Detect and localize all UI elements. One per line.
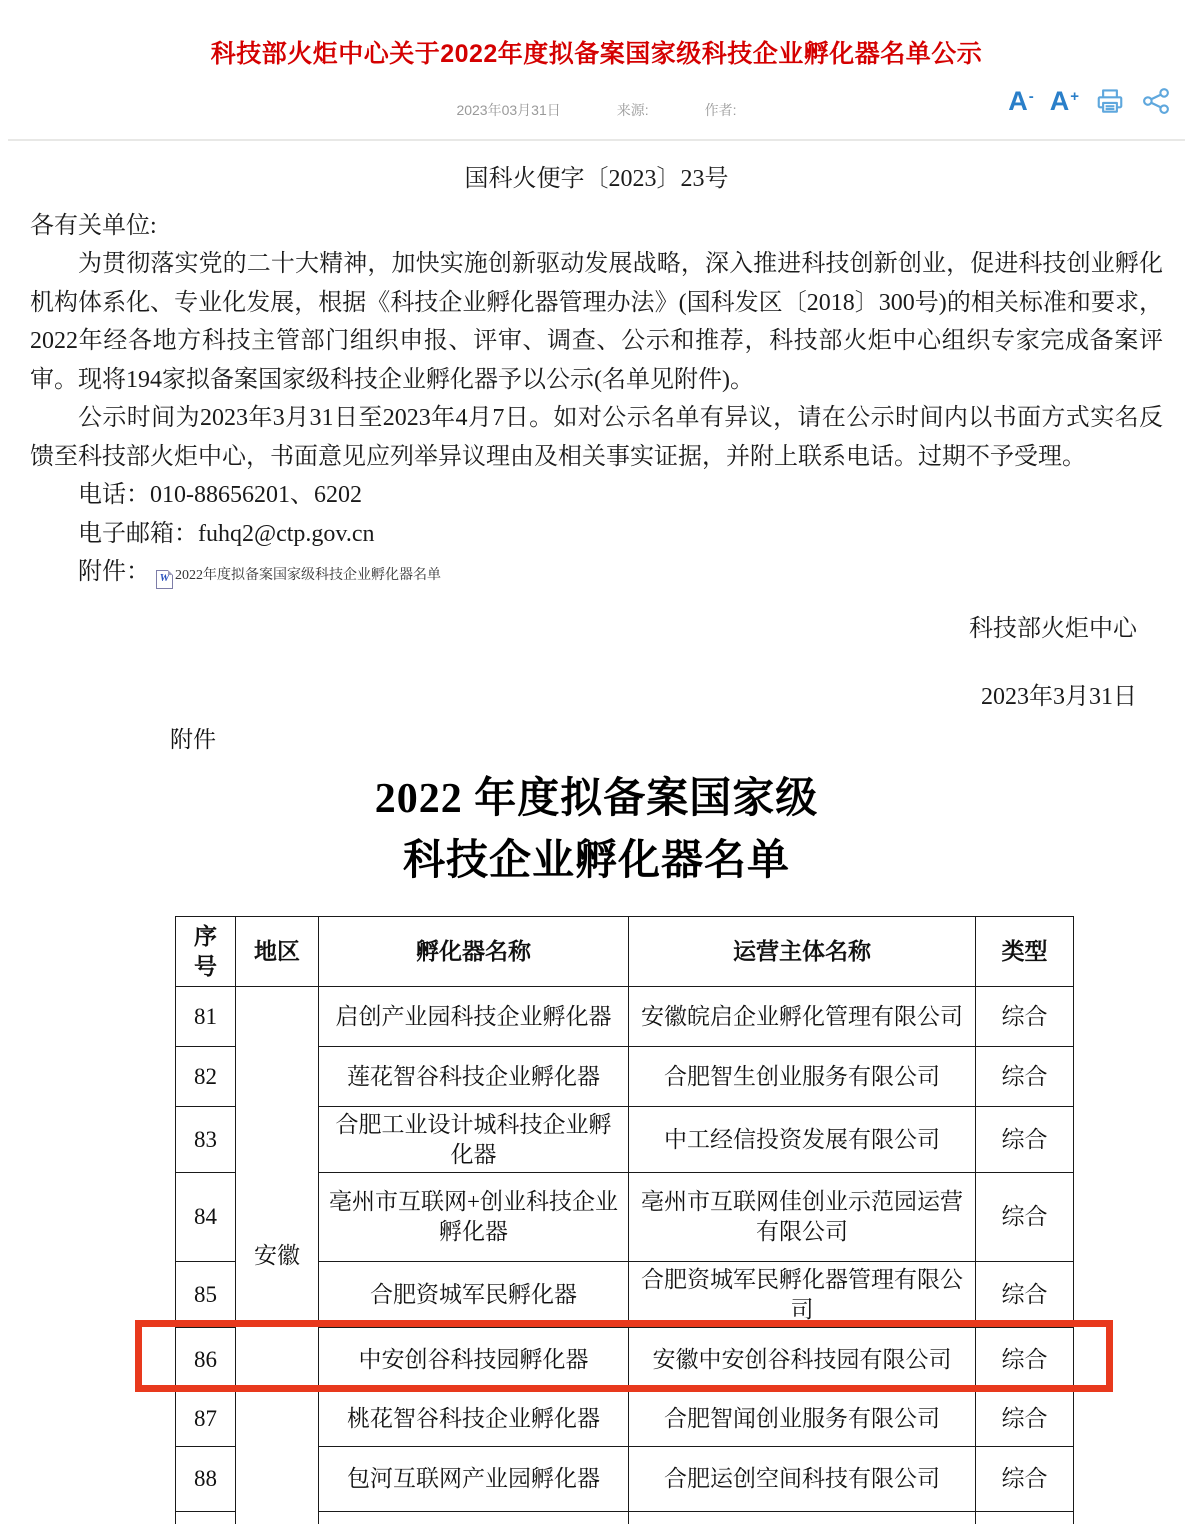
row-no: 87 [176,1392,236,1447]
row-no: 85 [176,1262,236,1328]
source-label: 来源: [616,102,649,118]
region-cell: 安徽 [236,987,319,1524]
row-type: 综合 [976,1447,1074,1512]
attachment-section-label: 附件 [170,726,216,752]
row-incubator: 亳州市互联网+创业科技企业孵化器 [319,1173,629,1262]
row-incubator: 合肥工业设计城科技企业孵化器 [319,1107,629,1173]
row-no: 81 [176,987,236,1047]
attachment-title-line2: 科技企业孵化器名单 [402,838,790,884]
font-increase-button[interactable]: A+ [1049,85,1079,116]
row-incubator: 合肥资城军民孵化器 [319,1262,629,1328]
col-header-no: 序号 [176,917,236,987]
phone-line: 电话：010-88656201、6202 [78,482,362,508]
col-header-region: 地区 [236,917,319,987]
table-row [176,987,1074,1047]
row-no: 86 [176,1328,236,1392]
row-incubator: 莲花智谷科技企业孵化器 [319,1047,629,1107]
row-type: 综合 [976,1173,1074,1262]
toolbar [1008,86,1171,116]
incubator-table-wrap [0,916,1193,1524]
author-label: 作者: [704,102,737,118]
share-icon[interactable] [1141,86,1171,116]
row-operator: 合肥资城军民孵化器管理有限公司 [629,1262,976,1328]
word-doc-icon: W [156,570,173,589]
col-header-incubator: 孵化器名称 [319,917,629,987]
row-type: 综合 [976,1328,1074,1392]
sign-date: 2023年3月31日 [981,684,1137,710]
email-line: 电子邮箱：fuhq2@ctp.gov.cn [78,520,375,547]
row-operator: 亳州市互联网佳创业示范园运营有限公司 [629,1173,976,1262]
row-type: 综合 [976,1047,1074,1107]
row-type: 综合 [976,1107,1074,1173]
attachment-section [0,720,1193,1524]
row-operator: 合肥运创空间科技有限公司 [629,1447,976,1512]
row-incubator [319,1512,629,1524]
col-header-operator: 运营主体名称 [629,917,976,987]
paragraph-2: 公示时间为2023年3月31日至2023年4月7日。如对公示名单有异议，请在公示时间内以书面方式实名反馈至科技部火炬中心，书面意见应列举异议理由及相关事实证据，并附上联系电话。过期不予受理。 [30,405,1163,470]
header-divider [8,139,1185,141]
row-no [176,1512,236,1524]
table-header-row [176,917,1074,987]
doc-number: 国科火便字〔2023〕23号 [464,166,729,192]
row-type [976,1512,1074,1524]
page-title: 科技部火炬中心关于2022年度拟备案国家级科技企业孵化器名单公示 [210,40,983,68]
row-operator: 中工经信投资发展有限公司 [629,1107,976,1173]
row-incubator: 包河互联网产业园孵化器 [319,1447,629,1512]
font-decrease-button[interactable]: A- [1008,85,1034,116]
paragraph-1: 为贯彻落实党的二十大精神，加快实施创新驱动发展战略，深入推进科技创新创业，促进科技创业孵化机构体系化、专业化发展，根据《科技企业孵化器管理办法》(国科发区〔2018〕300号)的相关标准和要求，2022年经各地方科技主管部门组织申报、评审、调查、公示和推荐，科技部火炬中心组织专家完成备案评审。现将194家拟备案国家级科技企业孵化器予以公示(名单见附件)。 [30,251,1163,393]
publish-date: 2023年03月31日 [456,102,561,118]
row-incubator: 桃花智谷科技企业孵化器 [319,1392,629,1447]
row-operator [629,1512,976,1524]
row-type: 综合 [976,1392,1074,1447]
row-no: 88 [176,1447,236,1512]
attachment-line [30,553,1163,592]
signer: 科技部火炬中心 [969,615,1137,642]
row-operator: 合肥智闻创业服务有限公司 [629,1392,976,1447]
row-type: 综合 [976,987,1074,1047]
row-no: 84 [176,1173,236,1262]
incubator-table [175,916,1074,1524]
attachment-label: 附件： [78,559,150,585]
document-body [30,160,1163,717]
row-operator: 安徽皖启企业孵化管理有限公司 [629,987,976,1047]
row-type: 综合 [976,1262,1074,1328]
row-no: 83 [176,1107,236,1173]
attachment-link[interactable]: 2022年度拟备案国家级科技企业孵化器名单 [175,568,441,583]
row-no: 82 [176,1047,236,1107]
attachment-title-line1: 2022 年度拟备案国家级 [374,776,819,822]
row-incubator: 启创产业园科技企业孵化器 [319,987,629,1047]
row-operator: 合肥智生创业服务有限公司 [629,1047,976,1107]
col-header-type: 类型 [976,917,1074,987]
salutation: 各有关单位: [30,212,157,239]
row-incubator: 中安创谷科技园孵化器 [319,1328,629,1392]
print-icon[interactable] [1095,86,1125,116]
row-operator: 安徽中安创谷科技园有限公司 [629,1328,976,1392]
